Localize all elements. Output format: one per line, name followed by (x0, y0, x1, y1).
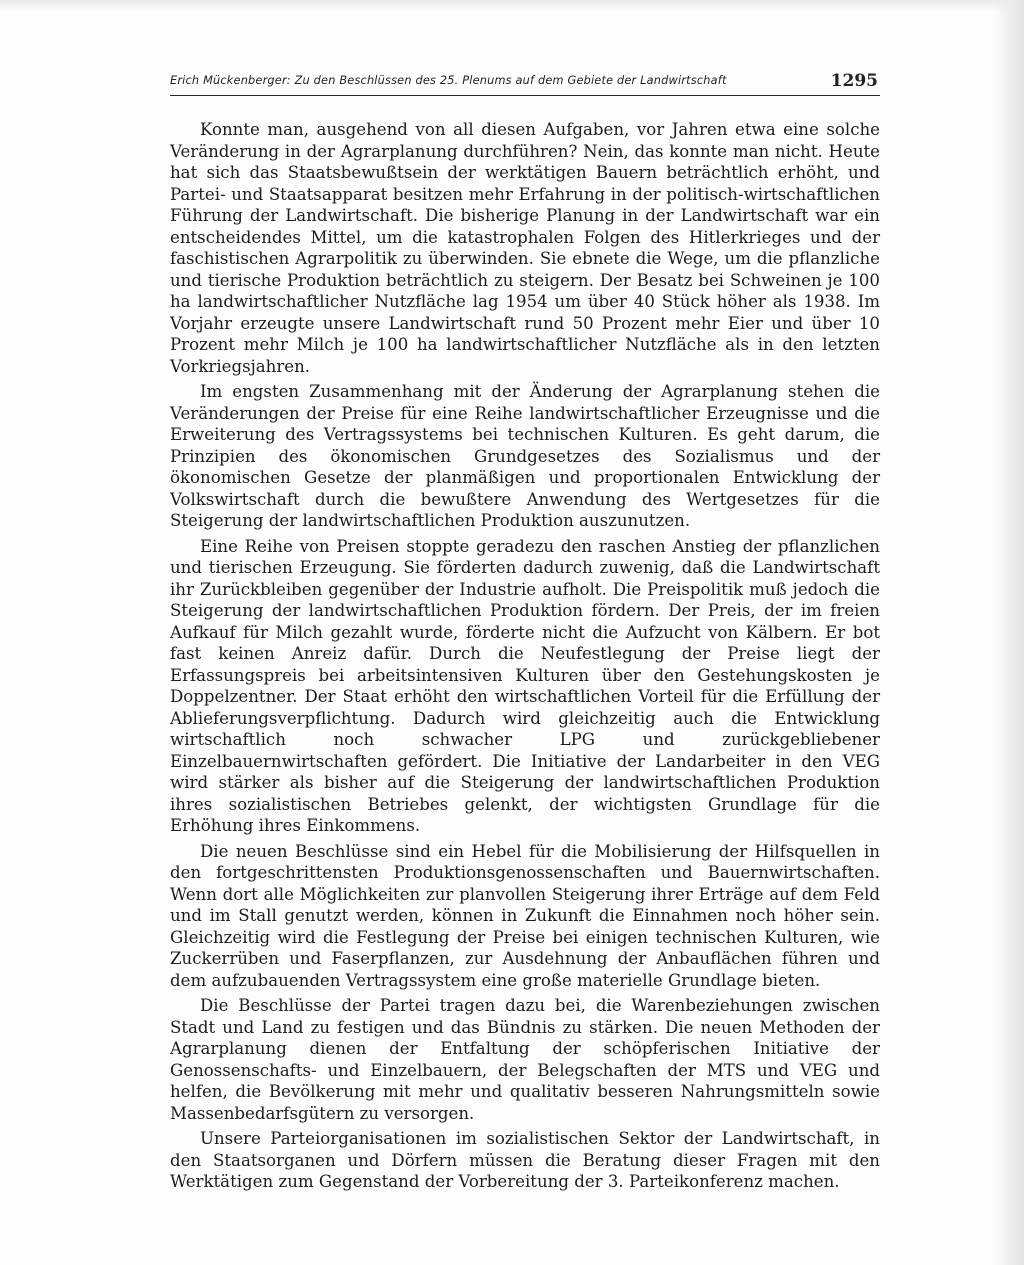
paragraph-4: Die neuen Beschlüsse sind ein Hebel für die Mobilisierung der Hilfsquellen in den fortgeschrittensten Produktionsgenossenschaften und Bauernwirtschaften. Wenn dort alle Möglichkeiten zur planvollen Steigerung ihrer Erträge auf dem Feld und im Stall genutzt werden, können in Zukunft die Einnahmen noch höher sein. Gleichzeitig wird die Festlegung der Preise bei einigen technischen Kulturen, wie Zuckerrüben und Faserpflanzen, zur Ausdehnung der Anbauflächen führen und dem aufzubauenden Vertragssystem eine große materielle Grundlage bieten. (170, 841, 880, 990)
scan-shadow-right (994, 0, 1024, 1265)
scan-shadow-top (0, 0, 1024, 12)
paragraph-1: Konnte man, ausgehend von all diesen Aufgaben, vor Jahren etwa eine solche Veränderung in der Agrarplanung durchführen? Nein, das konnte man nicht. Heute hat sich das Staatsbewußtsein der werktätigen Bauern beträchtlich erhöht, und Partei- und Staatsapparat besitzen mehr Erfahrung in der politisch-wirtschaftlichen Führung der Landwirtschaft. Die bisherige Planung in der Landwirtschaft war ein entscheidendes Mittel, um die katastrophalen Folgen des Hitlerkrieges und der faschistischen Agrarpolitik zu überwinden. Sie ebnete die Wege, um die pflanzliche und tierische Produktion beträchtlich zu steigern. Der Besatz bei Schweinen je 100 ha landwirtschaftlicher Nutzfläche lag 1954 um über 40 Stück höher als 1938. Im Vorjahr erzeugte unsere Landwirtschaft rund 50 Prozent mehr Eier und über 10 Prozent mehr Milch je 100 ha landwirtschaftlicher Nutzfläche als in den letzten Vorkriegsjahren. (170, 120, 880, 376)
paragraph-2: Im engsten Zusammenhang mit der Änderung der Agrarplanung stehen die Veränderungen der Preise für eine Reihe landwirtschaftlicher Erzeugnisse und die Erweiterung des Vertragssystems bei technischen Kulturen. Es geht darum, die Prinzipien des ökonomischen Grundgesetzes des Sozialismus und der ökonomischen Gesetze der planmäßigen und proportionalen Entwicklung der Volkswirtschaft durch die bewußtere Anwendung des Wertgesetzes für die Steigerung der landwirtschaftlichen Produktion auszunutzen. (170, 382, 880, 530)
running-header (170, 71, 880, 95)
paragraph-3: Eine Reihe von Preisen stoppte geradezu den raschen Anstieg der pflanzlichen und tierischen Erzeugung. Sie förderten dadurch zuwenig, daß die Landwirtschaft ihr Zurückbleiben gegenüber der Industrie aufholt. Die Preispolitik muß jedoch die Steigerung der landwirtschaftlichen Produktion fördern. Der Preis, der im freien Aufkauf für Milch gezahlt wurde, förderte nicht die Aufzucht von Kälbern. Er bot fast keinen Anreiz dafür. Durch die Neufestlegung der Preise liegt der Erfassungspreis bei arbeitsintensiven Kulturen über den Gestehungskosten je Doppelzentner. Der Staat erhöht den wirtschaftlichen Vorteil für die Erfüllung der Ablieferungsverpflichtung. Dadurch wird gleichzeitig auch die Entwicklung wirtschaftlich noch schwacher LPG und zurückgebliebener Einzelbauernwirtschaften gefördert. Die Initiative der Landarbeiter in den VEG wird stärker als bisher auf die Steigerung der landwirtschaftlichen Produktion ihres sozialistischen Betriebes gelenkt, der wichtigsten Grundlage für die Erhöhung ihres Einkommens. (170, 536, 880, 835)
article-body (170, 119, 880, 1197)
paragraph-6: Unsere Parteiorganisationen im sozialistischen Sektor der Landwirtschaft, in den Staatsorganen und Dörfern müssen die Beratung dieser Fragen mit den Werktätigen zum Gegenstand der Vorbereitung der 3. Parteikonferenz machen. (170, 1129, 880, 1191)
header-rule (170, 95, 880, 96)
page-number: 1295 (830, 71, 878, 91)
running-title: Erich Mückenberger: Zu den Beschlüssen des 25. Plenums auf dem Gebiete der Landwirtschaft (170, 74, 727, 87)
paragraph-5: Die Beschlüsse der Partei tragen dazu bei, die Warenbeziehungen zwischen Stadt und Land zu festigen und das Bündnis zu stärken. Die neuen Methoden der Agrarplanung dienen der Entfaltung der schöpferischen Initiative der Genossenschafts- und Einzelbauern, der Belegschaften der MTS und VEG und helfen, die Bevölkerung mit mehr und qualitativ besseren Nahrungsmitteln sowie Massenbedarfsgütern zu versorgen. (170, 996, 880, 1123)
